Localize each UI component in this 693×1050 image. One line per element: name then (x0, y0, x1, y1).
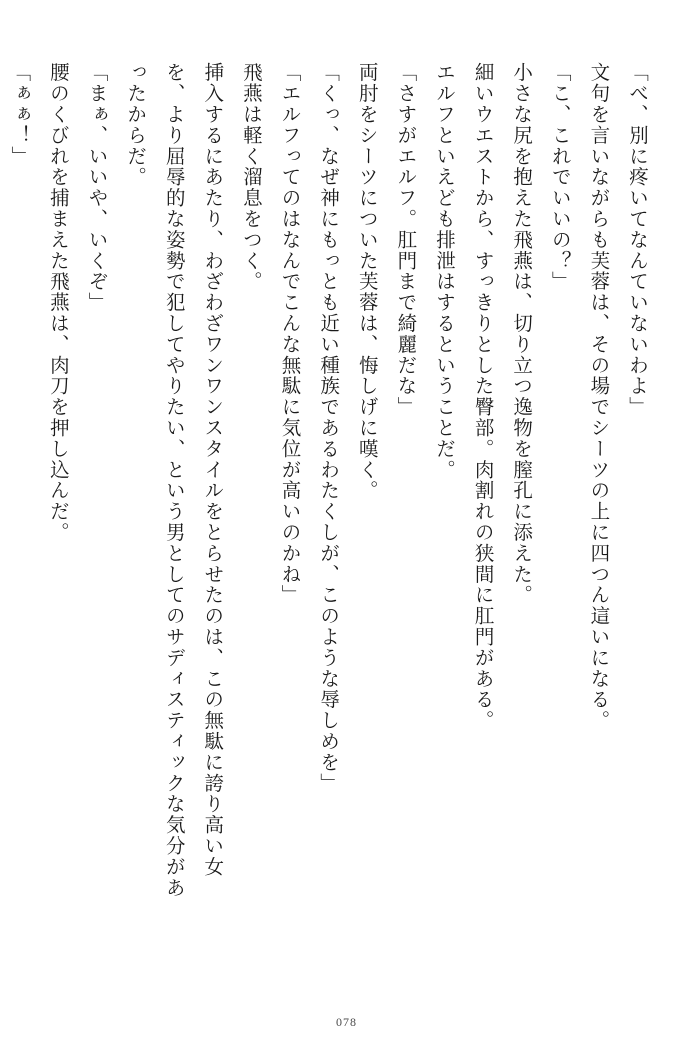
text-line: を、より屈辱的な姿勢で犯してやりたい、という男としてのサディスティックな気分があ (162, 62, 184, 898)
text-line: 「ぁぁ！」 (8, 62, 30, 167)
text-line: 細いウエストから、すっきりとした臀部。肉割れの狭間に肛門がある。 (471, 62, 493, 731)
text-line: 文句を言いながらも芙蓉は、その場でシーツの上に四つん這いになる。 (587, 62, 609, 731)
text-line: エルフといえども排泄はするということだ。 (432, 62, 454, 480)
text-line: 「こ、これでいいの？」 (548, 62, 570, 292)
text-line: 挿入するにあたり、わざわざワンワンスタイルをとらせたのは、この無駄に誇り高い女 (201, 62, 223, 878)
text-line: ったからだ。 (124, 62, 146, 188)
text-line: 腰のくびれを捕まえた飛燕は、肉刀を押し込んだ。 (46, 62, 68, 543)
page-text-body (8, 62, 655, 992)
text-line: 「エルフってのはなんでこんな無駄に気位が高いのかね」 (278, 62, 300, 606)
text-line: 「くっ、なぜ神にもっとも近い種族であるわたくしが、このような辱しめを」 (317, 62, 339, 794)
page-number: 078 (336, 1015, 357, 1029)
text-line: 「まぁ、いいや、いくぞ」 (85, 62, 107, 313)
text-line: 「べ、別に疼いてなんていないわよ」 (626, 62, 647, 418)
text-line: 両肘をシーツについた芙蓉は、悔しげに嘆く。 (355, 62, 377, 501)
text-line: 小さな尻を抱えた飛燕は、切り立つ逸物を膣孔に添えた。 (510, 62, 532, 606)
text-line: 「さすがエルフ。肛門まで綺麗だな」 (394, 62, 416, 418)
text-line: 飛燕は軽く溜息をつく。 (239, 62, 261, 292)
